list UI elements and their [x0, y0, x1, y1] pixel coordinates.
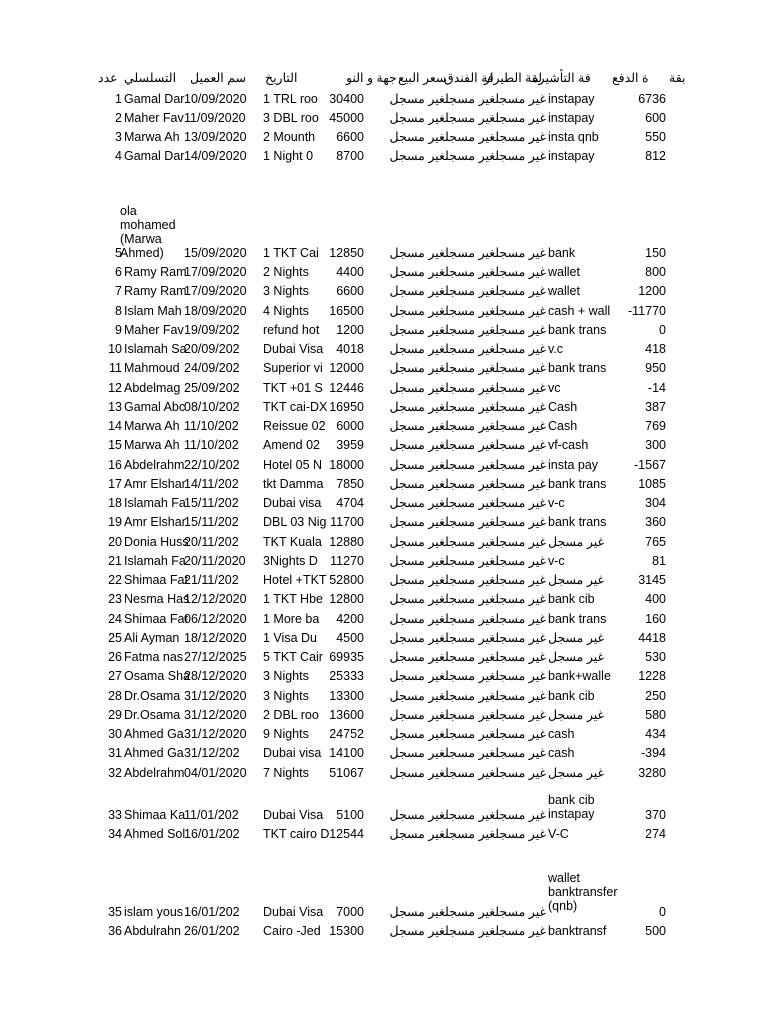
sale-price-cell: 30400	[329, 92, 364, 106]
description-cell: Hotel +TKT	[263, 573, 327, 587]
row-number-cell: 32	[108, 766, 122, 780]
status-cell: غير مسجلغير مسجلغير مسجل	[389, 265, 546, 279]
payment-method-cell: غير مسجل	[548, 708, 605, 722]
row-number-cell: 4	[115, 149, 122, 163]
status-cell: غير مسجلغير مسجلغير مسجل	[389, 342, 546, 356]
description-cell: 1 More ba	[263, 612, 320, 626]
date-cell: 12/12/2020	[184, 592, 247, 606]
status-cell: غير مسجلغير مسجلغير مسجل	[389, 438, 546, 452]
sale-price-cell: 4400	[336, 265, 364, 279]
client-name-cell: Gamal Dar	[124, 149, 185, 163]
date-cell: 21/11/202	[184, 573, 239, 587]
date-cell: 17/09/2020	[184, 265, 247, 279]
client-name-cell: Dr.Osama	[124, 689, 181, 703]
description-cell: 2 Nights	[263, 265, 309, 279]
date-cell: 11/10/202	[184, 438, 239, 452]
row-number-cell: 16	[108, 458, 122, 472]
description-cell: 1 TKT Hbe	[263, 592, 323, 606]
sale-price-cell: 6600	[336, 130, 364, 144]
header-route: جهة و النو	[346, 71, 397, 85]
payment-method-cell: insta qnb	[548, 130, 599, 144]
payment-method-cell: bank trans	[548, 612, 607, 626]
status-cell: غير مسجلغير مسجلغير مسجل	[389, 111, 546, 125]
payment-method-cell: bank cib	[548, 592, 595, 606]
amount-cell: -14	[647, 381, 666, 395]
payment-method-cell: bank trans	[548, 361, 607, 375]
header-remain: بقة	[669, 71, 686, 85]
client-name-cell: Ramy Ram	[124, 265, 187, 279]
amount-cell: 250	[645, 689, 666, 703]
sale-price-cell: 7850	[336, 477, 364, 491]
description-cell: 3Nights D	[263, 554, 318, 568]
date-cell: 27/12/2025	[184, 650, 247, 664]
status-cell: غير مسجلغير مسجلغير مسجل	[389, 92, 546, 106]
amount-cell: 387	[645, 400, 666, 414]
date-cell: 08/10/202	[184, 400, 240, 414]
row-number-cell: 9	[115, 323, 122, 337]
sale-price-cell: 14100	[329, 746, 364, 760]
sale-price-cell: 11270	[330, 554, 364, 568]
date-cell: 04/01/2020	[184, 766, 247, 780]
status-cell: غير مسجلغير مسجلغير مسجل	[389, 827, 546, 841]
status-cell: غير مسجلغير مسجلغير مسجل	[389, 905, 546, 919]
client-name-cell: Dr.Osama	[124, 708, 181, 722]
payment-method-cell: vf-cash	[548, 438, 589, 452]
row-number-cell: 17	[108, 477, 122, 491]
amount-cell: 812	[645, 149, 666, 163]
date-cell: 16/01/202	[184, 905, 240, 919]
status-cell: غير مسجلغير مسجلغير مسجل	[389, 573, 546, 587]
amount-cell: 81	[652, 554, 666, 568]
client-name-cell: Ahmed Ga	[124, 746, 184, 760]
status-cell: غير مسجلغير مسجلغير مسجل	[389, 727, 546, 741]
payment-method-cell: insta pay	[548, 458, 599, 472]
description-cell: 9 Nights	[263, 727, 309, 741]
header-visa: فة التأشيرة	[532, 71, 591, 85]
amount-cell: 0	[659, 323, 666, 337]
row-number-cell: 29	[108, 708, 122, 722]
client-name-cell: Maher Fav	[124, 111, 184, 125]
payment-method-cell: غير مسجل	[548, 535, 605, 549]
client-name-cell: Abdelrahm	[124, 766, 185, 780]
client-name-cell: islam yous	[124, 905, 184, 919]
row-number-cell: 5	[115, 246, 122, 260]
description-cell: 2 Mounth	[263, 130, 316, 144]
date-cell: 13/09/2020	[184, 130, 247, 144]
sale-price-cell: 69935	[329, 650, 364, 664]
date-cell: 20/11/202	[184, 535, 239, 549]
client-name-cell: Fatma nas	[124, 650, 184, 664]
date-cell: 24/09/202	[184, 361, 240, 375]
payment-method-cell: غير مسجل	[548, 573, 605, 587]
description-cell: 1 Visa Du	[263, 631, 317, 645]
description-cell: Amend 02	[263, 438, 320, 452]
header-pay: ة الدفع	[612, 71, 649, 85]
status-cell: غير مسجلغير مسجلغير مسجل	[389, 284, 546, 298]
payment-method-cell: bank cib	[548, 689, 595, 703]
amount-cell: 530	[645, 650, 666, 664]
payment-method-cell: غير مسجل	[548, 631, 605, 645]
sale-price-cell: 12000	[329, 361, 364, 375]
date-cell: 31/12/2020	[184, 727, 247, 741]
amount-cell: 4418	[638, 631, 666, 645]
description-cell: 3 DBL roo	[263, 111, 319, 125]
description-cell: Dubai visa	[263, 496, 322, 510]
sale-price-cell: 4704	[336, 496, 364, 510]
status-cell: غير مسجلغير مسجلغير مسجل	[389, 477, 546, 491]
row-number-cell: 36	[108, 924, 122, 938]
status-cell: غير مسجلغير مسجلغير مسجل	[389, 149, 546, 163]
sale-price-cell: 12850	[329, 246, 364, 260]
payment-method-cell: wallet banktransfer (qnb)	[548, 871, 618, 913]
client-name-cell: Gamal Abc	[124, 400, 186, 414]
status-cell: غير مسجلغير مسجلغير مسجل	[389, 924, 546, 938]
sale-price-cell: 51067	[329, 766, 364, 780]
row-number-cell: 8	[115, 304, 122, 318]
client-name-cell: Islam Mah	[124, 304, 182, 318]
payment-method-cell: v-c	[548, 554, 565, 568]
payment-method-cell: bank+walle	[548, 669, 611, 683]
description-cell: 1 TKT Cai	[263, 246, 319, 260]
row-number-cell: 28	[108, 689, 122, 703]
row-number-cell: 10	[108, 342, 122, 356]
sale-price-cell: 7000	[336, 905, 364, 919]
row-number-cell: 7	[115, 284, 122, 298]
payment-method-cell: vc	[548, 381, 561, 395]
header-serial: التسلسلي	[124, 71, 177, 85]
sale-price-cell: 12800	[329, 592, 364, 606]
client-name-cell: Shimaa Ka	[124, 808, 186, 822]
row-number-cell: 22	[108, 573, 122, 587]
client-name-cell: Ramy Ram	[124, 284, 187, 298]
client-name-cell: Nesma Has	[124, 592, 190, 606]
amount-cell: 580	[645, 708, 666, 722]
payment-method-cell: v-c	[548, 496, 565, 510]
payment-method-cell: instapay	[548, 92, 595, 106]
row-number-cell: 18	[108, 496, 122, 510]
status-cell: غير مسجلغير مسجلغير مسجل	[389, 130, 546, 144]
description-cell: 3 Nights	[263, 284, 309, 298]
row-number-cell: 6	[115, 265, 122, 279]
description-cell: Hotel 05 N	[263, 458, 323, 472]
description-cell: TKT +01 S	[263, 381, 323, 395]
client-name-cell: Islamah Sa	[124, 342, 187, 356]
payment-method-cell: bank cib instapay	[548, 793, 595, 821]
status-cell: غير مسجلغير مسجلغير مسجل	[389, 808, 546, 822]
payment-method-cell: Cash	[548, 419, 578, 433]
amount-cell: 160	[645, 612, 666, 626]
row-number-cell: 14	[108, 419, 122, 433]
sale-price-cell: 1200	[336, 323, 364, 337]
status-cell: غير مسجلغير مسجلغير مسجل	[389, 612, 546, 626]
sale-price-cell: 4500	[336, 631, 364, 645]
client-name-cell: Ahmed Ga	[124, 727, 184, 741]
description-cell: 3 Nights	[263, 669, 309, 683]
description-cell: 7 Nights	[263, 766, 309, 780]
date-cell: 22/10/202	[184, 458, 240, 472]
payment-method-cell: cash + wall	[548, 304, 611, 318]
client-name-cell: Marwa Ah	[124, 419, 180, 433]
sale-price-cell: 5100	[336, 808, 364, 822]
client-name-cell: Ahmed Sol	[124, 827, 186, 841]
sale-price-cell: 25333	[329, 669, 364, 683]
amount-cell: 765	[645, 535, 666, 549]
date-cell: 11/01/202	[184, 808, 239, 822]
sale-price-cell: 45000	[329, 111, 364, 125]
status-cell: غير مسجلغير مسجلغير مسجل	[389, 554, 546, 568]
amount-cell: 950	[645, 361, 666, 375]
payment-method-cell: غير مسجل	[548, 766, 605, 780]
client-name-cell: Shimaa Fat	[124, 612, 188, 626]
header-client: سم العميل	[190, 71, 247, 85]
row-number-cell: 2	[115, 111, 122, 125]
description-cell: DBL 03 Nig	[263, 515, 327, 529]
amount-cell: 6736	[638, 92, 666, 106]
amount-cell: 400	[645, 592, 666, 606]
description-cell: 2 DBL roo	[263, 708, 319, 722]
payment-method-cell: V-C	[548, 827, 569, 841]
row-number-cell: 19	[108, 515, 122, 529]
row-number-cell: 33	[108, 808, 122, 822]
date-cell: 20/09/202	[184, 342, 240, 356]
description-cell: 1 TRL roo	[263, 92, 318, 106]
amount-cell: 500	[645, 924, 666, 938]
description-cell: Dubai visa	[263, 746, 322, 760]
sale-price-cell: 16950	[329, 400, 364, 414]
payment-method-cell: bank trans	[548, 515, 607, 529]
amount-cell: 434	[645, 727, 666, 741]
description-cell: 1 Night 0	[263, 149, 314, 163]
sale-price-cell: 6600	[336, 284, 364, 298]
client-name-cell: Islamah Fa	[124, 554, 186, 568]
payment-method-cell: instapay	[548, 111, 595, 125]
amount-cell: -1567	[634, 458, 666, 472]
date-cell: 14/11/202	[184, 477, 239, 491]
amount-cell: 3280	[638, 766, 666, 780]
payment-method-cell: bank	[548, 246, 576, 260]
description-cell: 4 Nights	[263, 304, 309, 318]
description-cell: Dubai Visa	[263, 905, 324, 919]
description-cell: 3 Nights	[263, 689, 309, 703]
sale-price-cell: 12446	[329, 381, 364, 395]
status-cell: غير مسجلغير مسجلغير مسجل	[389, 400, 546, 414]
sale-price-cell: 12544	[329, 827, 364, 841]
sale-price-cell: 15300	[329, 924, 364, 938]
sale-price-cell: 8700	[336, 149, 364, 163]
amount-cell: -11770	[628, 304, 666, 318]
amount-cell: 150	[645, 246, 666, 260]
date-cell: 10/09/2020	[184, 92, 247, 106]
status-cell: غير مسجلغير مسجلغير مسجل	[389, 246, 546, 260]
row-number-cell: 3	[115, 130, 122, 144]
client-name-cell: Amr Elshar	[124, 477, 186, 491]
sale-price-cell: 6000	[336, 419, 364, 433]
row-number-cell: 1	[115, 92, 122, 106]
amount-cell: 1228	[638, 669, 666, 683]
client-name-cell: ola mohamed (Marwa Ahmed)	[120, 204, 176, 260]
amount-cell: 550	[645, 130, 666, 144]
status-cell: غير مسجلغير مسجلغير مسجل	[389, 381, 546, 395]
sale-price-cell: 4018	[336, 342, 364, 356]
sale-price-cell: 3959	[336, 438, 364, 452]
client-name-cell: Ali Ayman	[124, 631, 180, 645]
payment-method-cell: banktransf	[548, 924, 607, 938]
amount-cell: 370	[645, 808, 666, 822]
row-number-cell: 13	[108, 400, 122, 414]
description-cell: Cairo -Jed	[263, 924, 321, 938]
date-cell: 15/11/202	[184, 515, 239, 529]
row-number-cell: 23	[108, 592, 122, 606]
status-cell: غير مسجلغير مسجلغير مسجل	[389, 631, 546, 645]
sale-price-cell: 24752	[329, 727, 364, 741]
date-cell: 25/09/202	[184, 381, 240, 395]
client-name-cell: Amr Elshar	[124, 515, 186, 529]
status-cell: غير مسجلغير مسجلغير مسجل	[389, 766, 546, 780]
date-cell: 15/11/202	[184, 496, 239, 510]
amount-cell: 360	[645, 515, 666, 529]
date-cell: 17/09/2020	[184, 284, 247, 298]
row-number-cell: 30	[108, 727, 122, 741]
status-cell: غير مسجلغير مسجلغير مسجل	[389, 323, 546, 337]
date-cell: 11/10/202	[184, 419, 239, 433]
payment-method-cell: v.c	[548, 342, 564, 356]
client-name-cell: Abdelmag	[124, 381, 181, 395]
header-sale: سعر البيع	[398, 71, 447, 85]
client-name-cell: Shimaa Fat	[124, 573, 188, 587]
sale-price-cell: 13300	[329, 689, 364, 703]
client-name-cell: Abdulrahn	[124, 924, 181, 938]
status-cell: غير مسجلغير مسجلغير مسجل	[389, 592, 546, 606]
payment-method-cell: bank trans	[548, 477, 607, 491]
row-number-cell: 34	[108, 827, 122, 841]
row-number-cell: 35	[108, 905, 122, 919]
header-count: عدد	[98, 71, 118, 85]
payment-method-cell: Cash	[548, 400, 578, 414]
row-number-cell: 25	[108, 631, 122, 645]
status-cell: غير مسجلغير مسجلغير مسجل	[389, 746, 546, 760]
description-cell: TKT Kuala	[263, 535, 322, 549]
amount-cell: 418	[645, 342, 666, 356]
amount-cell: 300	[645, 438, 666, 452]
amount-cell: -394	[640, 746, 666, 760]
date-cell: 31/12/2020	[184, 708, 247, 722]
status-cell: غير مسجلغير مسجلغير مسجل	[389, 458, 546, 472]
date-cell: 31/12/202	[184, 746, 240, 760]
amount-cell: 800	[645, 265, 666, 279]
row-number-cell: 26	[108, 650, 122, 664]
header-airline: لفة الطيرار	[484, 71, 543, 85]
sale-price-cell: 13600	[329, 708, 364, 722]
payment-method-cell: instapay	[548, 149, 595, 163]
client-name-cell: Osama Sha	[124, 669, 191, 683]
description-cell: tkt Damma	[263, 477, 324, 491]
description-cell: 5 TKT Cair	[263, 650, 323, 664]
client-name-cell: Donia Huss	[124, 535, 189, 549]
row-number-cell: 21	[108, 554, 122, 568]
status-cell: غير مسجلغير مسجلغير مسجل	[389, 689, 546, 703]
status-cell: غير مسجلغير مسجلغير مسجل	[389, 669, 546, 683]
status-cell: غير مسجلغير مسجلغير مسجل	[389, 419, 546, 433]
row-number-cell: 31	[108, 746, 122, 760]
client-name-cell: Islamah Fa	[124, 496, 186, 510]
status-cell: غير مسجلغير مسجلغير مسجل	[389, 650, 546, 664]
payment-method-cell: bank trans	[548, 323, 607, 337]
status-cell: غير مسجلغير مسجلغير مسجل	[389, 515, 546, 529]
status-cell: غير مسجلغير مسجلغير مسجل	[389, 535, 546, 549]
description-cell: Dubai Visa	[263, 342, 324, 356]
payment-method-cell: غير مسجل	[548, 650, 605, 664]
date-cell: 16/01/202	[184, 827, 240, 841]
payment-method-cell: wallet	[548, 265, 580, 279]
sale-price-cell: 18000	[329, 458, 364, 472]
description-cell: Superior vi	[263, 361, 323, 375]
amount-cell: 0	[659, 905, 666, 919]
sale-price-cell: 4200	[336, 612, 364, 626]
date-cell: 15/09/2020	[184, 246, 247, 260]
description-cell: refund hot	[263, 323, 320, 337]
sale-price-cell: 16500	[329, 304, 364, 318]
status-cell: غير مسجلغير مسجلغير مسجل	[389, 361, 546, 375]
sale-price-cell: 11700	[330, 515, 364, 529]
amount-cell: 1200	[638, 284, 666, 298]
sale-price-cell: 12880	[329, 535, 364, 549]
payment-method-cell: cash	[548, 746, 575, 760]
row-number-cell: 27	[108, 669, 122, 683]
status-cell: غير مسجلغير مسجلغير مسجل	[389, 304, 546, 318]
client-name-cell: Marwa Ah	[124, 130, 180, 144]
description-cell: TKT cai-DX	[263, 400, 328, 414]
row-number-cell: 12	[108, 381, 122, 395]
payment-method-cell: cash	[548, 727, 575, 741]
amount-cell: 600	[645, 111, 666, 125]
row-number-cell: 20	[108, 535, 122, 549]
date-cell: 31/12/2020	[184, 689, 247, 703]
amount-cell: 304	[645, 496, 666, 510]
amount-cell: 3145	[638, 573, 666, 587]
row-number-cell: 11	[109, 361, 122, 375]
client-name-cell: Abdelrahm	[124, 458, 185, 472]
sale-price-cell: 52800	[329, 573, 364, 587]
client-name-cell: Marwa Ah	[124, 438, 180, 452]
description-cell: Dubai Visa	[263, 808, 324, 822]
status-cell: غير مسجلغير مسجلغير مسجل	[389, 496, 546, 510]
amount-cell: 1085	[638, 477, 666, 491]
header-hotel: فة الفندق	[444, 71, 494, 85]
date-cell: 14/09/2020	[184, 149, 247, 163]
date-cell: 20/11/2020	[184, 554, 246, 568]
client-name-cell: Gamal Dar	[124, 92, 185, 106]
date-cell: 18/12/2020	[184, 631, 247, 645]
description-cell: Reissue 02	[263, 419, 326, 433]
header-date: التاريخ	[265, 71, 298, 85]
date-cell: 11/09/2020	[184, 111, 246, 125]
row-number-cell: 15	[108, 438, 122, 452]
payment-method-cell: wallet	[548, 284, 580, 298]
client-name-cell: Mahmoud	[124, 361, 180, 375]
description-cell: TKT cairo D	[263, 827, 330, 841]
date-cell: 28/12/2020	[184, 669, 247, 683]
row-number-cell: 24	[108, 612, 122, 626]
date-cell: 19/09/202	[184, 323, 240, 337]
status-cell: غير مسجلغير مسجلغير مسجل	[389, 708, 546, 722]
date-cell: 06/12/2020	[184, 612, 247, 626]
amount-cell: 769	[645, 419, 666, 433]
amount-cell: 274	[645, 827, 666, 841]
date-cell: 26/01/202	[184, 924, 240, 938]
client-name-cell: Maher Fav	[124, 323, 184, 337]
date-cell: 18/09/2020	[184, 304, 247, 318]
